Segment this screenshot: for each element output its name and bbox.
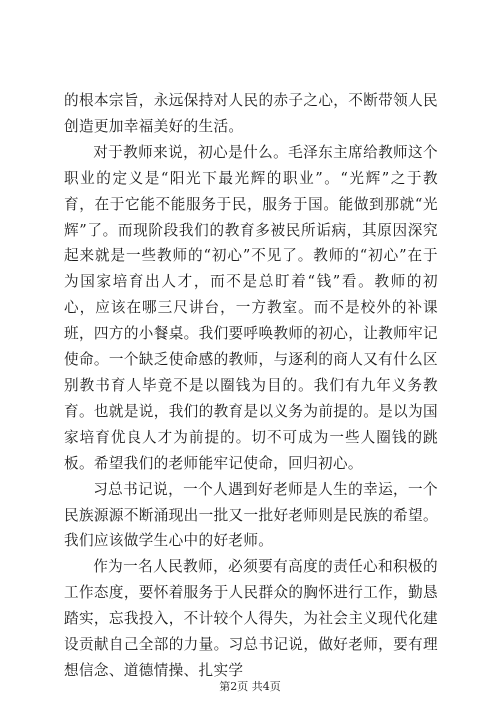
paragraph-3: 习总书记说，一个人遇到好老师是人生的幸运，一个民族源源不断涌现出一批又一批好老师则是民族的希望。我们应该做学生心中的好老师。 xyxy=(64,480,438,550)
paragraph-4: 作为一名人民教师，必须要有高度的责任心和积极的工作态度，要怀着服务于人民群众的胸怀进行工作，勤恳踏实，忘我投入，不计较个人得失，为社会主义现代化建设贡献自己全部的力量。习总书记说，做好老师，要有理想信念、道德情操、扎实学 xyxy=(64,558,438,679)
document-body xyxy=(64,88,438,684)
page-number-footer: 第2页 共4页 xyxy=(219,680,281,693)
paragraph-2: 对于教师来说，初心是什么。毛泽东主席给教师这个职业的定义是“阳光下最光辉的职业”。“光辉”之于教育，在于它能不能服务于民，服务于国。能做到那就“光辉”了。而现阶段我们的教育多被民所诟病，其原因深究起来就是一些教师的“初心”不见了。教师的“初心”在于为国家培育出人才，而不是总盯着“钱”看。教师的初心，应该在哪三尺讲台，一方教室。而不是校外的补课班，四方的小餐桌。我们要呼唤教师的初心，让教师牢记使命。一个缺乏使命感的教师，与逐利的商人又有什么区别教书育人毕竟不是以圈钱为目的。我们有九年义务教育。也就是说，我们的教育是以义务为前提的。是以为国家培育优良人才为前提的。切不可成为一些人圈钱的跳板。希望我们的老师能牢记使命，回归初心。 xyxy=(64,143,438,472)
paragraph-1: 的根本宗旨，永远保持对人民的赤子之心，不断带领人民创造更加幸福美好的生活。 xyxy=(64,92,438,135)
